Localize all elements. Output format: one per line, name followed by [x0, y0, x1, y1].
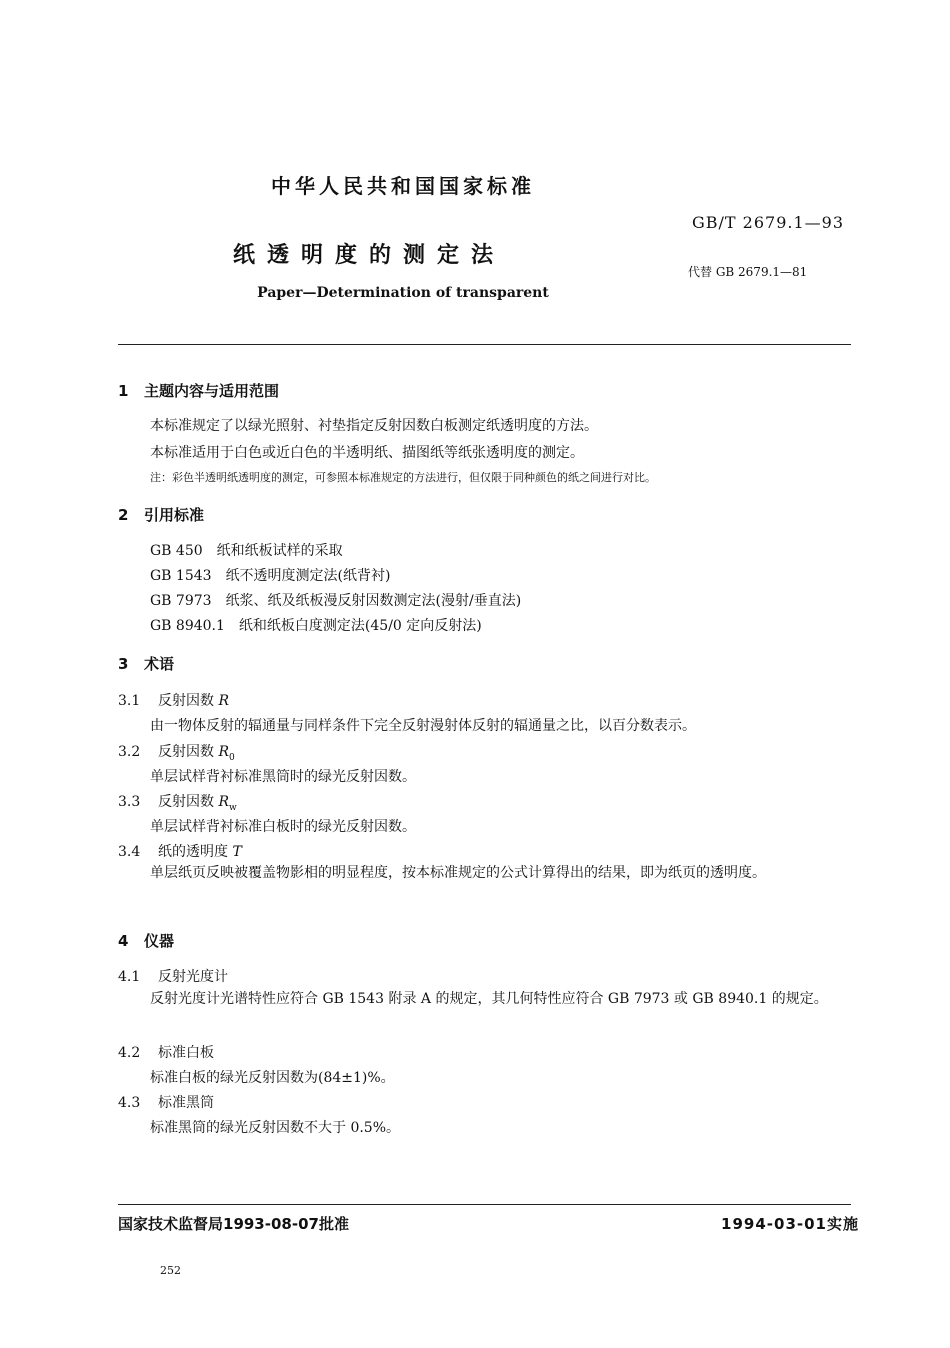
item-4-2-text: 标准白板的绿光反射因数为(84±1)%。: [150, 1070, 395, 1086]
term-subscript: w: [229, 802, 237, 813]
term-3-4-heading: [118, 841, 242, 861]
section-2-heading: [118, 504, 204, 525]
section-3-heading: [118, 653, 174, 674]
section-1-paragraph-2: 本标准适用于白色或近白色的半透明纸、描图纸等纸张透明度的测定。: [150, 445, 584, 461]
term-symbol: R: [218, 744, 229, 760]
term-symbol: R: [218, 794, 229, 810]
reference-title: 纸和纸板试样的采取: [216, 543, 343, 559]
section-title: 仪器: [144, 932, 175, 950]
item-number: 4.2: [118, 1045, 141, 1061]
item-number: 4.3: [118, 1095, 141, 1111]
item-label: 反射光度计: [158, 969, 228, 985]
implementation-date: 1994-03-01实施: [721, 1215, 859, 1233]
section-title: 术语: [144, 655, 175, 673]
reference-code: GB 8940.1: [150, 618, 225, 634]
item-4-1-text: 反射光度计光谱特性应符合 GB 1543 附录 A 的规定，其几何特性应符合 GB 7973 或 GB 8940.1 的规定。: [150, 991, 828, 1007]
reference-title: 纸不透明度测定法(纸背衬): [225, 568, 391, 584]
section-1-paragraph-1: 本标准规定了以绿光照射、衬垫指定反射因数白板测定纸透明度的方法。: [150, 418, 598, 434]
section-number: 4: [118, 932, 129, 950]
term-number: 3.3: [118, 794, 141, 810]
item-4-3-heading: [118, 1092, 214, 1112]
reference-item: [150, 565, 391, 585]
term-3-2-heading: [118, 741, 235, 763]
term-symbol: T: [232, 844, 242, 860]
replaces-standard: 代替 GB 2679.1—81: [688, 265, 808, 279]
term-3-1-definition: 由一物体反射的辐通量与同样条件下完全反射漫射体反射的辐通量之比，以百分数表示。: [150, 718, 696, 734]
term-3-3-heading: [118, 791, 237, 813]
footer-divider: [118, 1204, 851, 1205]
standard-number: GB/T 2679.1—93: [691, 213, 844, 232]
section-title: 主题内容与适用范围: [144, 382, 280, 400]
term-number: 3.4: [118, 844, 141, 860]
reference-title: 纸和纸板白度测定法(45/0 定向反射法): [238, 618, 482, 634]
section-4-heading: [118, 930, 174, 951]
section-number: 2: [118, 506, 129, 524]
term-label: 纸的透明度: [158, 844, 228, 860]
reference-item: [150, 615, 482, 635]
item-label: 标准黑筒: [158, 1095, 214, 1111]
item-label: 标准白板: [158, 1045, 214, 1061]
reference-code: GB 7973: [150, 593, 212, 609]
item-4-3-text: 标准黑筒的绿光反射因数不大于 0.5%。: [150, 1120, 401, 1136]
term-subscript: 0: [229, 752, 235, 763]
reference-code: GB 1543: [150, 568, 212, 584]
approval-date: 国家技术监督局1993-08-07批准: [118, 1215, 349, 1233]
national-standard-title: 中华人民共和国国家标准: [271, 174, 535, 198]
term-label: 反射因数: [158, 744, 214, 760]
english-title: Paper—Determination of transparent: [257, 285, 549, 301]
section-number: 3: [118, 655, 129, 673]
item-4-1-heading: [118, 966, 228, 986]
section-title: 引用标准: [144, 506, 205, 524]
item-4-2-heading: [118, 1042, 214, 1062]
reference-item: [150, 590, 521, 610]
term-3-3-definition: 单层试样背衬标准白板时的绿光反射因数。: [150, 819, 416, 835]
term-number: 3.1: [118, 693, 141, 709]
reference-code: GB 450: [150, 543, 203, 559]
term-label: 反射因数: [158, 693, 214, 709]
term-label: 反射因数: [158, 794, 214, 810]
item-number: 4.1: [118, 969, 141, 985]
term-symbol: R: [218, 693, 229, 709]
term-number: 3.2: [118, 744, 141, 760]
term-3-2-definition: 单层试样背衬标准黑筒时的绿光反射因数。: [150, 769, 416, 785]
reference-title: 纸浆、纸及纸板漫反射因数测定法(漫射/垂直法): [225, 593, 522, 609]
header-divider: [118, 344, 851, 345]
term-3-4-definition: 单层纸页反映被覆盖物影相的明显程度，按本标准规定的公式计算得出的结果，即为纸页的透明度。: [150, 865, 766, 881]
reference-item: [150, 540, 343, 560]
term-3-1-heading: [118, 690, 229, 710]
section-number: 1: [118, 382, 129, 400]
section-1-heading: [118, 380, 279, 401]
document-title: 纸透明度的测定法: [233, 243, 506, 268]
section-1-note: 注：彩色半透明纸透明度的测定，可参照本标准规定的方法进行，但仅限于同种颜色的纸之间进行对比。: [150, 471, 656, 484]
page-number: 252: [160, 1264, 181, 1277]
